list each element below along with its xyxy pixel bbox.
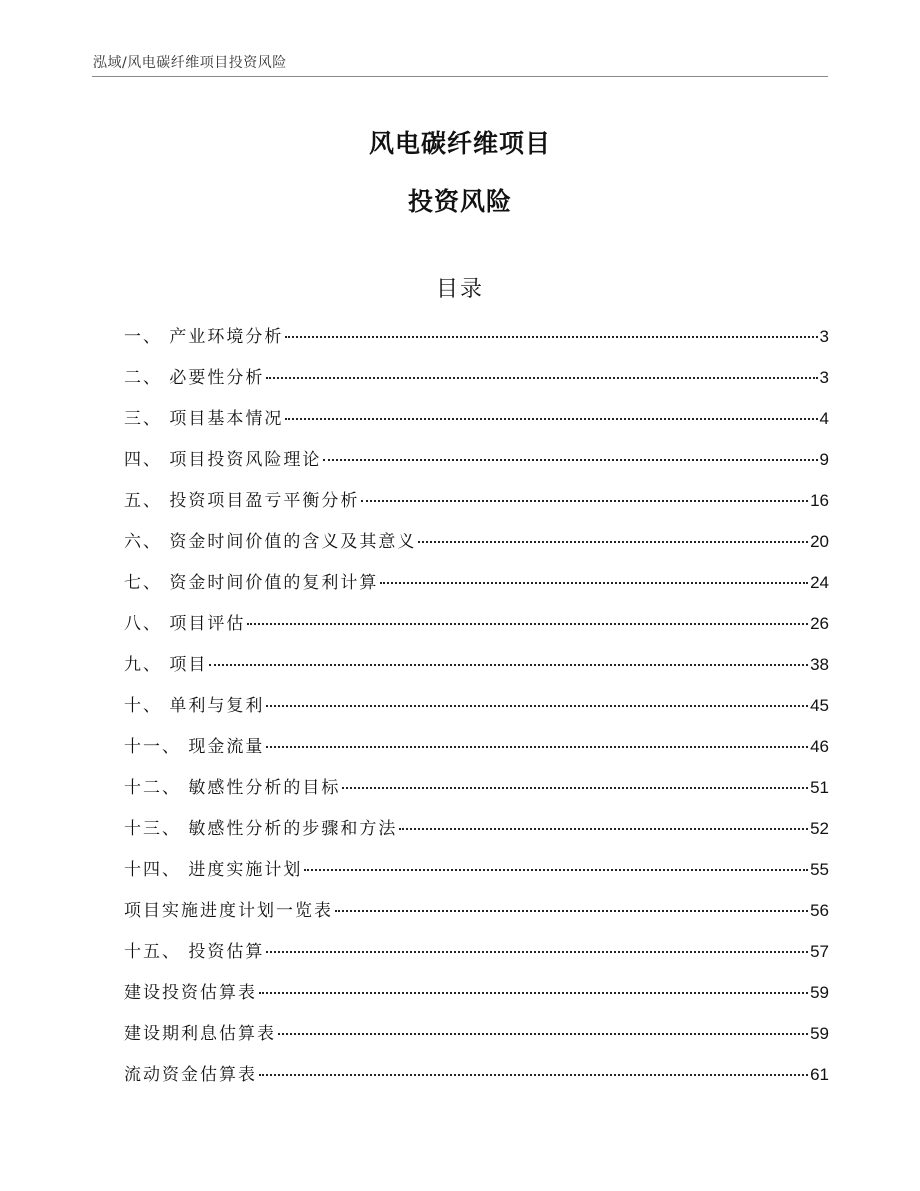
toc-entry-page-number: 56 <box>810 901 829 920</box>
toc-entry-label: 四、 项目投资风险理论 <box>124 450 322 470</box>
toc-entry-label: 十二、 敏感性分析的目标 <box>124 778 341 798</box>
toc-entry[interactable] <box>124 731 829 772</box>
toc-dot-leader <box>247 623 808 625</box>
toc-entry-page-number: 52 <box>810 819 829 838</box>
toc-entry[interactable] <box>124 608 829 649</box>
running-header: 泓域/风电碳纤维项目投资风险 <box>93 55 287 71</box>
table-of-contents <box>124 321 829 1100</box>
toc-entry[interactable] <box>124 362 829 403</box>
toc-entry[interactable] <box>124 895 829 936</box>
toc-entry-page-number: 61 <box>810 1065 829 1084</box>
toc-entry[interactable] <box>124 485 829 526</box>
toc-entry-page-number: 57 <box>810 942 829 961</box>
toc-entry-page-number: 51 <box>810 778 829 797</box>
toc-entry-label: 三、 项目基本情况 <box>124 409 284 429</box>
toc-entry-page-number: 59 <box>810 1024 829 1043</box>
toc-entry-label: 一、 产业环境分析 <box>124 327 284 347</box>
toc-entry-label: 十、 单利与复利 <box>124 696 265 716</box>
toc-dot-leader <box>278 1033 808 1035</box>
toc-dot-leader <box>304 869 808 871</box>
toc-dot-leader <box>285 336 817 338</box>
toc-entry-label: 五、 投资项目盈亏平衡分析 <box>124 491 360 511</box>
toc-entry[interactable] <box>124 772 829 813</box>
document-title: 风电碳纤维项目 <box>368 129 551 158</box>
header-divider <box>92 76 828 77</box>
toc-dot-leader <box>342 787 808 789</box>
toc-entry-label: 九、 项目 <box>124 655 208 675</box>
toc-dot-leader <box>259 1074 808 1076</box>
toc-dot-leader <box>418 541 808 543</box>
toc-dot-leader <box>285 418 817 420</box>
toc-entry-label: 七、 资金时间价值的复利计算 <box>124 573 379 593</box>
toc-entry-label: 二、 必要性分析 <box>124 368 265 388</box>
toc-entry[interactable] <box>124 526 829 567</box>
toc-entry[interactable] <box>124 1018 829 1059</box>
toc-dot-leader <box>380 582 808 584</box>
toc-dot-leader <box>323 459 817 461</box>
toc-entry[interactable] <box>124 936 829 977</box>
toc-entry-label: 建设期利息估算表 <box>124 1024 276 1044</box>
toc-dot-leader <box>361 500 808 502</box>
toc-entry-label: 项目实施进度计划一览表 <box>124 901 333 921</box>
toc-entry[interactable] <box>124 444 829 485</box>
toc-entry-label: 十四、 进度实施计划 <box>124 860 303 880</box>
toc-entry-page-number: 26 <box>810 614 829 633</box>
toc-entry-label: 六、 资金时间价值的含义及其意义 <box>124 532 417 552</box>
toc-entry[interactable] <box>124 977 829 1018</box>
toc-entry[interactable] <box>124 403 829 444</box>
toc-entry-label: 十一、 现金流量 <box>124 737 265 757</box>
toc-entry-page-number: 24 <box>810 573 829 592</box>
toc-entry-label: 流动资金估算表 <box>124 1065 257 1085</box>
toc-entry[interactable] <box>124 690 829 731</box>
toc-entry[interactable] <box>124 567 829 608</box>
toc-entry-page-number: 4 <box>819 409 829 428</box>
toc-dot-leader <box>259 992 808 994</box>
toc-entry-page-number: 16 <box>810 491 829 510</box>
toc-entry[interactable] <box>124 813 829 854</box>
toc-entry-label: 八、 项目评估 <box>124 614 246 634</box>
toc-dot-leader <box>266 951 808 953</box>
toc-dot-leader <box>266 705 808 707</box>
toc-entry-page-number: 20 <box>810 532 829 551</box>
toc-entry-page-number: 45 <box>810 696 829 715</box>
toc-dot-leader <box>266 746 808 748</box>
toc-entry[interactable] <box>124 1059 829 1100</box>
toc-dot-leader <box>266 377 817 379</box>
toc-entry-page-number: 9 <box>819 450 829 469</box>
document-subtitle: 投资风险 <box>407 187 512 216</box>
toc-entry-label: 十五、 投资估算 <box>124 942 265 962</box>
toc-dot-leader <box>399 828 808 830</box>
toc-entry-page-number: 46 <box>810 737 829 756</box>
toc-entry-page-number: 3 <box>819 368 829 387</box>
toc-dot-leader <box>209 664 808 666</box>
toc-entry-page-number: 38 <box>810 655 829 674</box>
toc-entry-page-number: 55 <box>810 860 829 879</box>
toc-entry-page-number: 3 <box>819 327 829 346</box>
toc-entry[interactable] <box>124 649 829 690</box>
toc-entry-label: 建设投资估算表 <box>124 983 257 1003</box>
toc-heading: 目录 <box>435 277 484 302</box>
toc-entry[interactable] <box>124 321 829 362</box>
toc-dot-leader <box>335 910 808 912</box>
toc-entry-page-number: 59 <box>810 983 829 1002</box>
toc-entry-label: 十三、 敏感性分析的步骤和方法 <box>124 819 398 839</box>
toc-entry[interactable] <box>124 854 829 895</box>
